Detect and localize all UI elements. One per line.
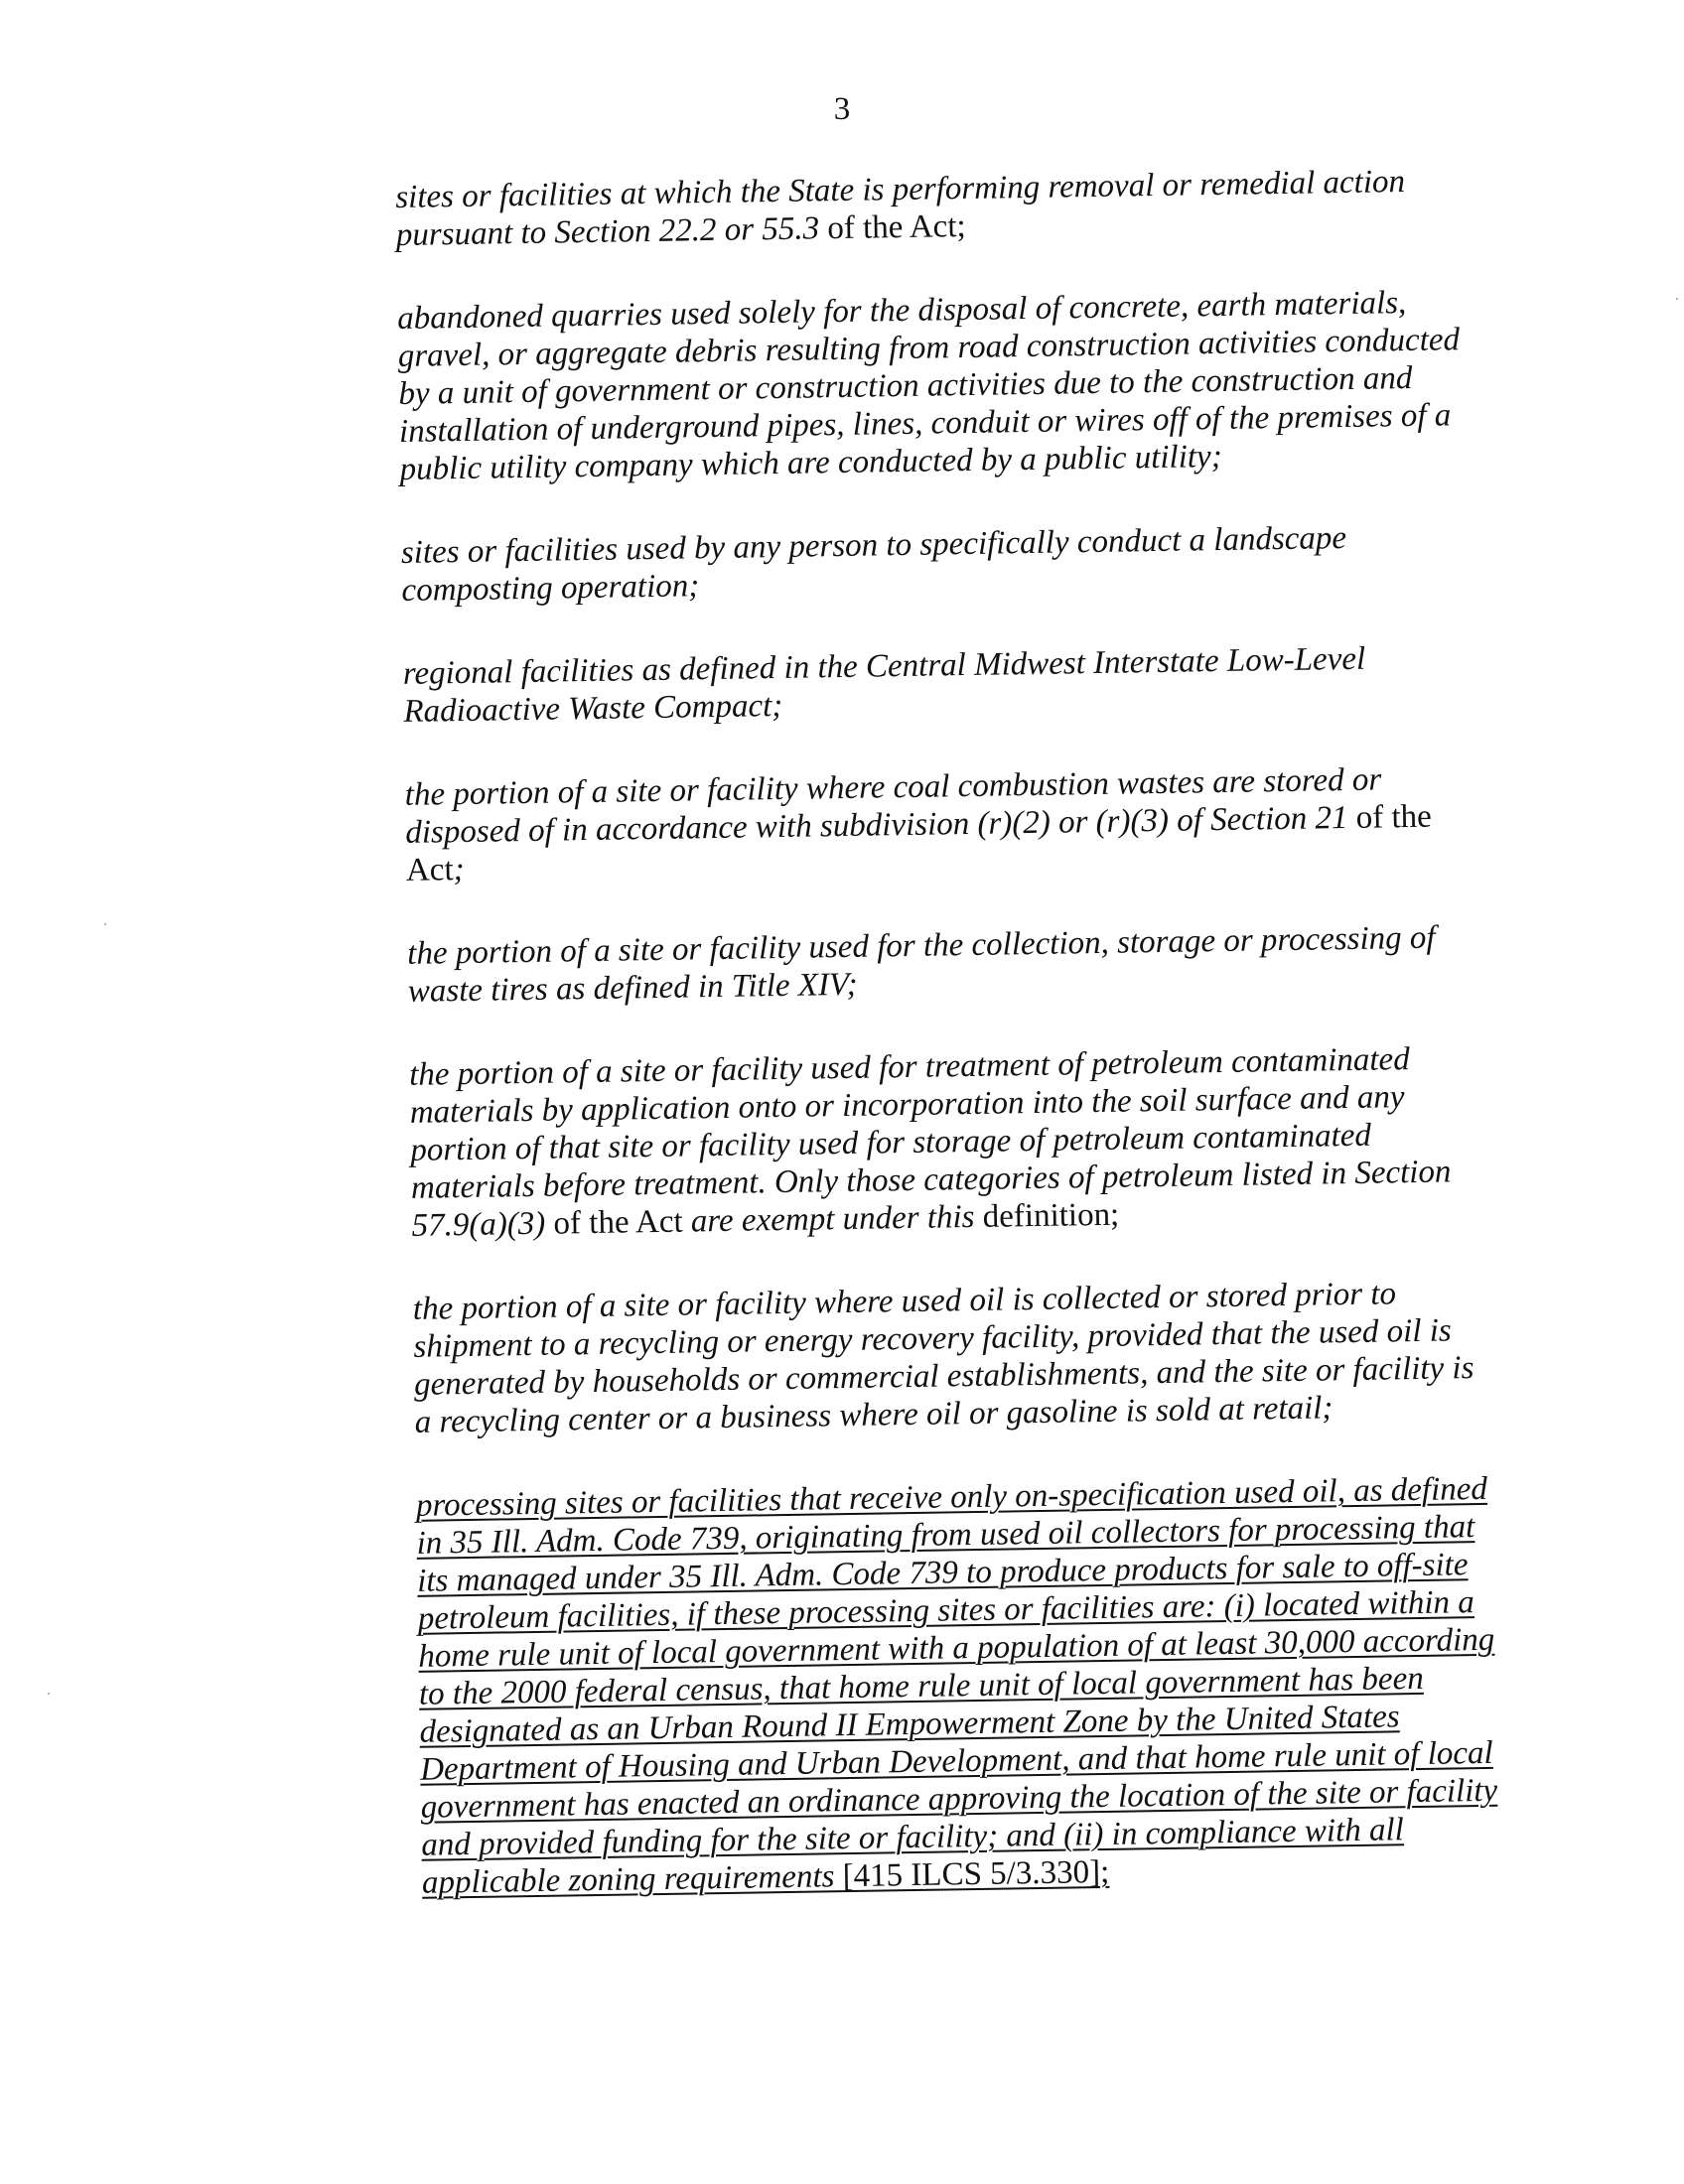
definition-paragraph-3 <box>401 517 1484 610</box>
paragraph-5-text-3: ; <box>453 851 465 888</box>
definition-paragraph-8 <box>413 1274 1497 1441</box>
paragraph-7-text-3: are exempt under this <box>690 1198 984 1240</box>
definition-paragraph-2 <box>397 283 1482 488</box>
paragraph-9-text-1: processing sites or facilities that receive only on-specification used oil, as defined in 35 Ill. Adm. Code 739, originating from used oil collectors for processing that its managed under 35 Ill. Adm. Code 739 to produce products for sale to off-site petroleum facilities, if these processing sites or facilities are: (i) located within a home rule unit of local government with a population of at least 30,000 according to the 2000 federal census, that home rule unit of local government has been designated as an Urban Round II Empowerment Zone by the United States Department of Housing and Urban Development, and that home rule unit of local government has enacted an ordinance approving the location of the site or facility and provided funding for the site or facility; and (ii) in compliance with all applicable zoning requirements <box>415 1470 1498 1901</box>
paragraph-7-text-4: definition; <box>982 1196 1120 1235</box>
scan-speck <box>104 923 106 925</box>
definition-paragraph-4 <box>403 638 1486 731</box>
paragraph-1-text-2: of the Act; <box>827 207 966 247</box>
scan-speck <box>1676 298 1678 300</box>
paragraph-2-text-1: abandoned quarries used solely for the disposal of concrete, earth materials, gravel, or aggregate debris resulting from road construction activities conducted by a unit of government or construction activities due to the construction and installation of underground pipes, lines, conduit or wires off of the premises of a public utility company which are conducted by a public utility; <box>396 285 1461 487</box>
paragraph-5-text-2: of the Act <box>405 798 1433 888</box>
document-body <box>395 162 1505 1948</box>
definition-paragraph-5 <box>404 759 1488 889</box>
paragraph-1-text-1: sites or facilities at which the State is performing removal or remedial action pursuant to Section 22.2 or 55.3 <box>395 164 1406 253</box>
page-number: 3 <box>833 91 851 127</box>
statute-citation: [415 ILCS 5/3.330]; <box>842 1853 1110 1895</box>
paragraph-5-text-1: the portion of a site or facility where coal combustion wastes are stored or disposed of in accordance with subdivision (r)(2) or (r)(3) of Section 21 <box>404 761 1382 851</box>
definition-paragraph-6 <box>407 918 1490 1011</box>
paragraph-3-text-1: sites or facilities used by any person to specifically conduct a landscape composting operation; <box>400 519 1347 609</box>
paragraph-7-text-1: the portion of a site or facility used for treatment of petroleum contaminated materials by application onto or incorporation into the soil surface and any portion of that site or facility used for storage of petroleum contaminated materials before treatment. Only those categories of petroleum listed in Section 57.9(a)(3) <box>408 1041 1452 1244</box>
paragraph-8-text-1: the portion of a site or facility where used oil is collected or stored prior to shipment to a recycling or energy recovery facility, provided that the used oil is generated by households or commercial establishments, and the site or facility is a recycling center or a business where oil or gasoline is sold at retail; <box>412 1276 1474 1440</box>
scan-speck <box>48 1693 50 1695</box>
definition-paragraph-1 <box>395 162 1478 254</box>
definition-paragraph-7 <box>409 1039 1494 1245</box>
paragraph-6-text-1: the portion of a site or facility used for the collection, storage or processing of waste tires as defined in Title XIV; <box>406 919 1436 1010</box>
definition-paragraph-9-inserted <box>416 1470 1504 1902</box>
paragraph-7-text-2: of the Act <box>553 1203 692 1242</box>
paragraph-4-text-1: regional facilities as defined in the Central Midwest Interstate Low-Level Radioactive Waste Compact; <box>402 640 1366 730</box>
